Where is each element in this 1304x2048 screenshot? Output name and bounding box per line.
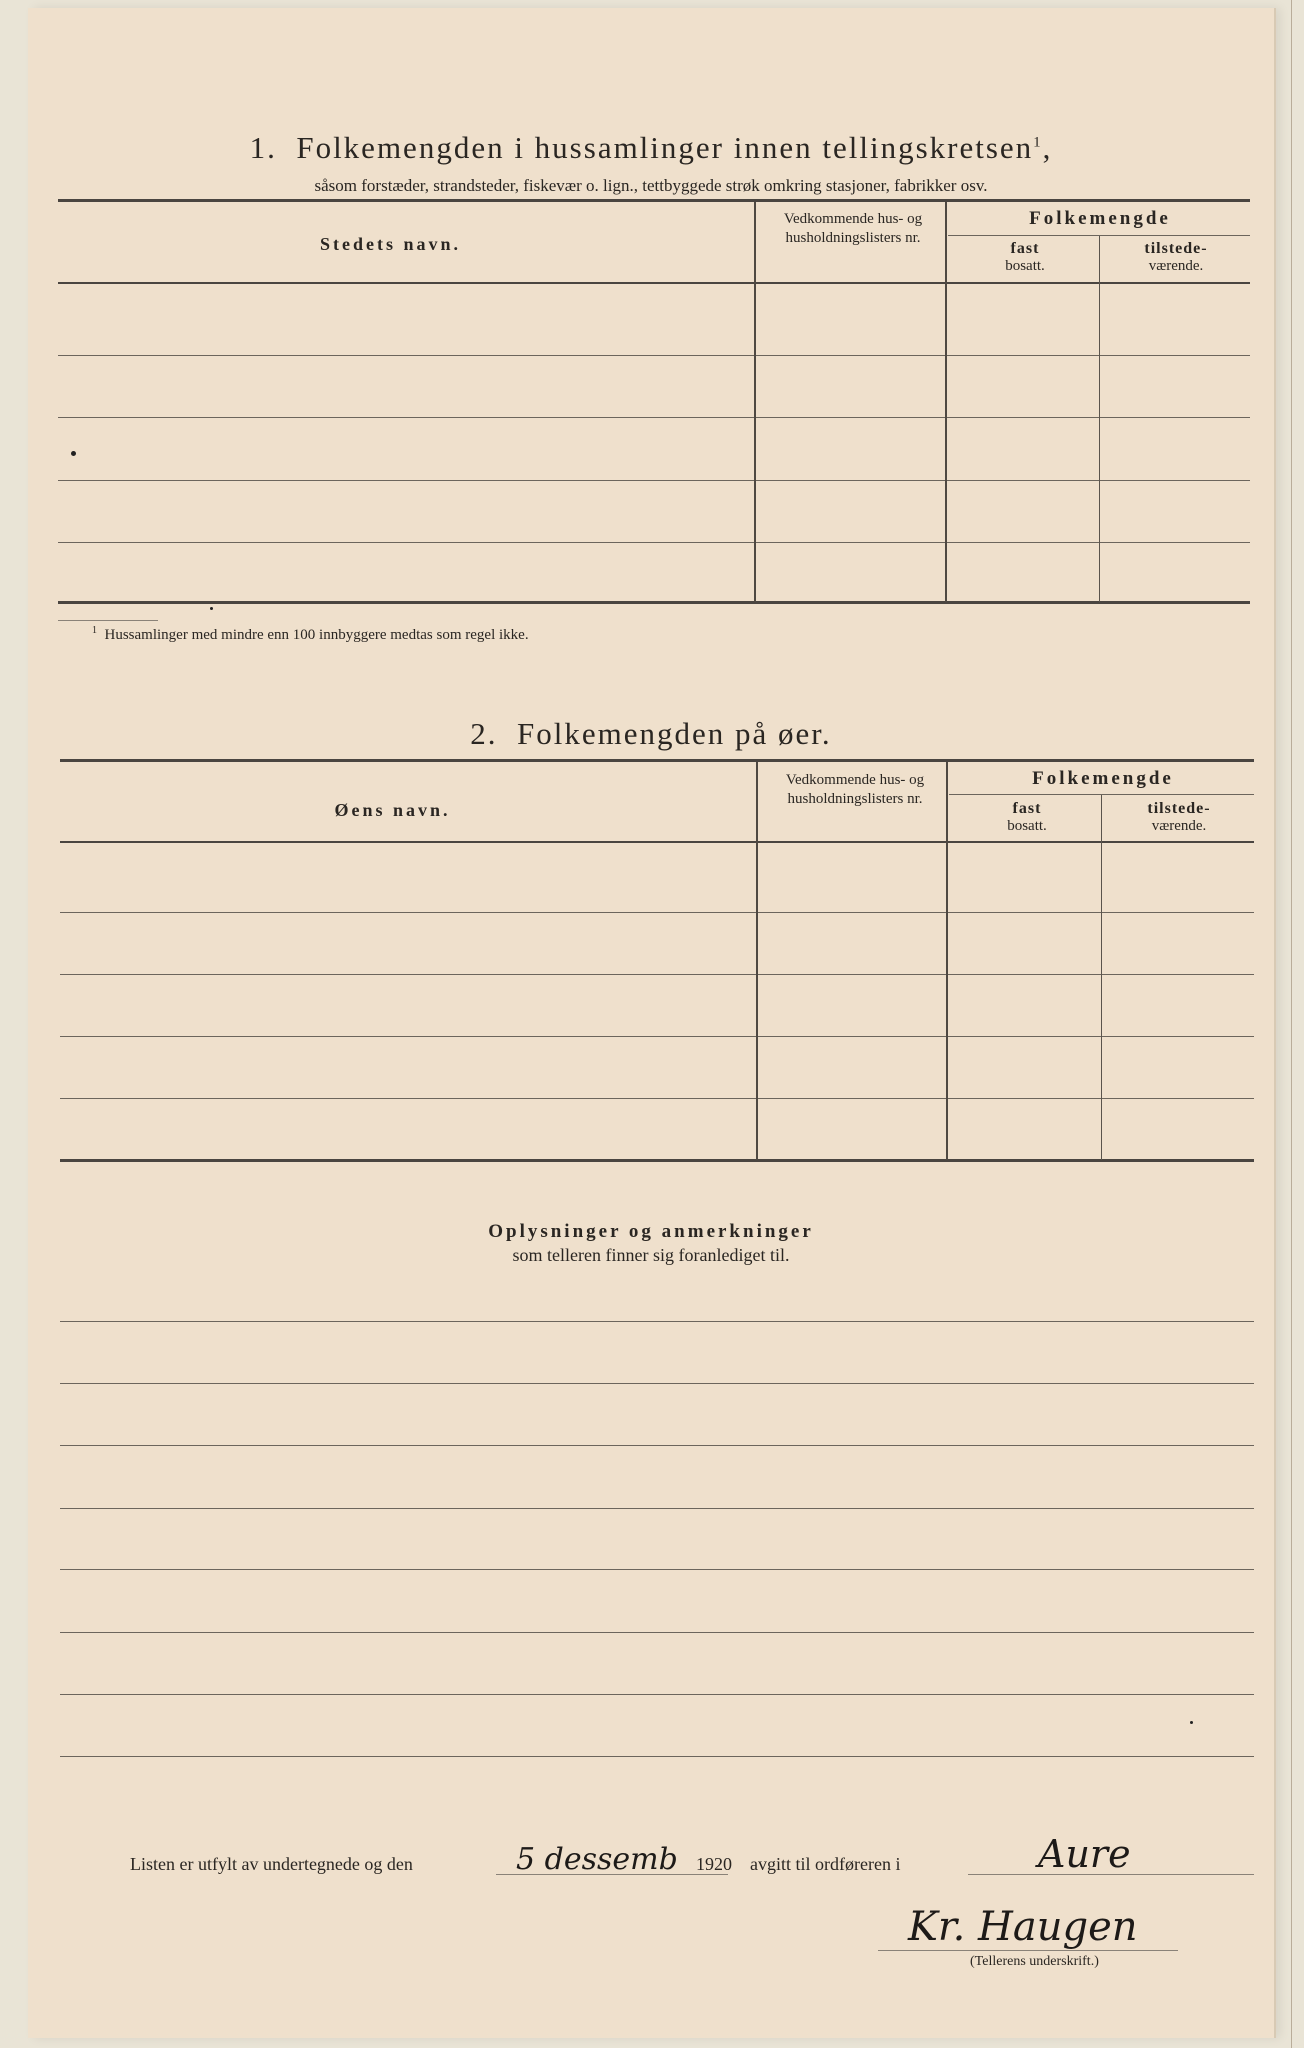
section2-header-rule [60,841,1254,843]
section2-vline-population [946,762,948,1160]
section1-title-text: Folkemengden i hussamlinger innen tellingskretsen [296,130,1034,165]
section2-col-present-1: tilstede- [1147,800,1211,817]
signature-year: 1920 [696,1854,732,1874]
section2-title-text: Folkemengden på øer. [517,716,832,751]
section2-vline-list [756,762,758,1160]
section1-title-footnote-mark: 1 [1033,134,1043,151]
handwritten-place: Aure [1038,1832,1131,1876]
section1-col-resident [950,240,1100,275]
section2-row-line-1 [60,912,1254,913]
notes-line-2 [60,1383,1254,1384]
section1-number: 1. [249,130,277,165]
section1-vline-population [945,202,947,602]
section1-vline-list [754,202,756,602]
section1-col-resident-2: bosatt. [1005,258,1045,274]
section1-col-present [1102,240,1250,275]
ink-dot [1190,1721,1193,1724]
handwritten-date: 5 dessemb [516,1842,678,1877]
notes-line-6 [60,1632,1254,1633]
section2-top-rule [60,759,1254,762]
notes-title: Oplysninger og anmerkninger [488,1221,814,1242]
ink-dot [210,607,213,610]
section2-col-resident [952,800,1102,835]
section1-row-line-1 [58,355,1250,356]
section2-title [28,716,1274,752]
section1-col-present-2: værende. [1148,258,1204,274]
section2-row-line-3 [60,1036,1254,1037]
section2-row-line-2 [60,974,1254,975]
section2-vline-present [1101,795,1102,1160]
signature-text-before: Listen er utfylt av undertegnede og den [130,1854,413,1874]
notes-subtitle: som telleren finner sig foranlediget til. [512,1245,790,1265]
section2-col-present [1104,800,1254,835]
section1-footnote-mark: 1 [92,625,97,636]
section1-row-line-2 [58,417,1250,418]
signature-text-middle: avgitt til ordføreren i [750,1854,901,1874]
section2-col-resident-2: bosatt. [1007,818,1047,834]
section1-subtitle: såsom forstæder, strandsteder, fiskevær o. lign., tettbyggede strøk omkring stasjoner, fabrikker osv. [314,176,988,195]
section2-col-population: Folkemengde [1032,768,1174,789]
section2-col-present-2: værende. [1151,818,1207,834]
notes-line-5 [60,1569,1254,1570]
section1-title-trailing: , [1042,130,1053,165]
signature-caption: (Tellerens underskrift.) [970,1954,1099,1969]
section1-col-present-1: tilstede- [1144,240,1208,257]
section1-col-list: Vedkommende hus- og husholdningslisters nr. [783,211,923,246]
section1-title [28,130,1274,166]
section1-footnote-text: Hussamlinger med mindre enn 100 innbyggere medtas som regel ikke. [104,627,529,643]
footnote-rule [58,620,158,621]
section1-header-rule [58,282,1250,284]
section2-col-list: Vedkommende hus- og husholdningslisters nr. [785,772,925,807]
section1-row-line-4 [58,542,1250,543]
notes-line-1 [60,1321,1254,1322]
section1-row-line-3 [58,480,1250,481]
notes-line-7 [60,1694,1254,1695]
handwritten-signature: Kr. Haugen [908,1904,1138,1950]
page-edge-line [1291,0,1292,2048]
notes-line-8 [60,1756,1254,1757]
section1-top-rule [58,199,1250,202]
section1-footnote [92,625,529,644]
section2-col-island: Øens navn. [334,800,451,820]
section2-row-line-4 [60,1098,1254,1099]
notes-line-3 [60,1445,1254,1446]
signature-underline [878,1950,1178,1951]
notes-line-4 [60,1508,1254,1509]
section1-vline-present [1099,236,1100,602]
section2-col-resident-1: fast [1012,800,1042,817]
section1-col-resident-1: fast [1010,240,1040,257]
section2-number: 2. [470,716,498,751]
ink-dot [71,451,76,456]
section2-bottom-rule [60,1159,1254,1162]
census-form-page [28,8,1274,2038]
section1-col-place: Stedets navn. [319,234,461,254]
section1-bottom-rule [58,601,1250,604]
section1-col-population: Folkemengde [1029,208,1171,229]
